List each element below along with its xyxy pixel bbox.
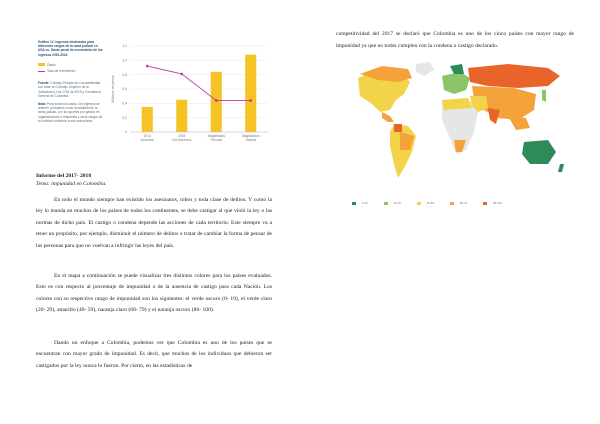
x-tick-label: Magistrados [207, 134, 225, 138]
map-europe [442, 72, 470, 94]
y-tick-label: 0,6 [122, 87, 127, 92]
map-new-zealand [558, 164, 564, 172]
y-tick-label: 1,2 [122, 44, 127, 49]
x-tick-label: 2014 [143, 134, 151, 138]
map-colombia [394, 124, 402, 132]
map-legend-item: 20-29 [384, 201, 407, 205]
line-point [146, 65, 149, 68]
map-southeast-asia [508, 116, 530, 130]
figure-side-panel [38, 40, 104, 123]
x-tick-label: Magistrados [242, 134, 260, 138]
y-tick-label: 0,4 [122, 101, 127, 106]
y-tick-label: 0,2 [122, 115, 127, 120]
figure-legend: Gasto Tasa de crecimiento [38, 63, 104, 73]
bar [142, 107, 153, 132]
map-south-america [390, 124, 416, 178]
legend-line-swatch [38, 71, 45, 72]
x-tick-label: Tribunal [210, 138, 222, 142]
x-tick-label: 2016 [178, 134, 186, 138]
report-title: Informe del 2017- 2018 [36, 173, 92, 179]
line-point [215, 99, 218, 102]
map-russia [468, 64, 560, 88]
paragraph-3: Dando un enfoque a Colombia, podemos ver que Colombia es uno de los países que se encuentran con mayor grado de impunidad. Es decir, que muchos de los individuos que debieron ser castigados por la ley nunca lo fueron. Por cierto, en las estadísticas de [36, 340, 272, 369]
x-tick-label: Acuerdos [140, 138, 154, 142]
paragraph-1: En todo el mundo siempre han existido los asesinatos, robos y toda clase de delitos. Y como la ley lo manda en muchos de los países de todos los continentes, se debe castigar al que violó la ley o las normas de dicho país. El castigo o condena depende las acciones de cada territorio. Este siempre va a tener un propósito, por ejemplo, disminuir el número de delitos o tratar de cambiar la forma de pensar de las personas para que no vuelvan a infringir las leyes del país. [36, 197, 272, 249]
map-legend-item: 40-59 [417, 201, 440, 205]
bar [176, 100, 187, 132]
map-australia [522, 140, 556, 164]
y-tick-label: 1,0 [122, 58, 127, 63]
world-impunity-map [338, 60, 574, 190]
y-tick-label: 0 [125, 130, 127, 135]
map-japan [542, 90, 546, 102]
legend-bar-swatch [38, 63, 45, 66]
line-point [249, 99, 252, 102]
map-north-africa [442, 98, 472, 110]
x-tick-label: Justicia [245, 138, 257, 142]
map-legend-item: 80-100 [483, 201, 508, 205]
x-tick-label: Oct Acuerdos [172, 138, 192, 142]
map-caption: competitividad del 2017 se declaró que Colombia es uno de los cinco países con mayor rango de impunidad ya que no todos cumplen con la condena o castigo declarado. [336, 31, 574, 49]
map-scandinavia [450, 64, 464, 74]
map-legend [352, 191, 514, 209]
impunity-chart [108, 40, 274, 150]
report-subtitle: Tema: impunidad en Colombia. [36, 181, 107, 187]
series-line [147, 66, 251, 100]
paragraph-2: En el mapa a continuación se puede visualizar tres distintos colores para los países evaluados. Esto es con respecto al porcentaje de impunidad o de la ausencia de castigo para cada Nación. Los colores con su respectivo rango de impunidad son los siguientes: el verde oscuro (0- 19), el verde claro (20- 29), amarillo (40- 59), naranja claro (60- 79) y el naranja oscuro (80- 100). [36, 273, 272, 314]
bar [211, 72, 222, 132]
line-point [180, 73, 183, 76]
bar [245, 55, 256, 132]
figure-title: Gráfico 12. Ingresos destinados para diferentes cargos de la rama judicial en USA vs. Gasto penal de crecimiento de los ingresos 2010-2016 [38, 40, 103, 57]
y-axis-label: Millones de pesos [111, 75, 115, 103]
figure-note: Nota: Para todos los casos, los ingresos se refieren a tomarlos como la totalidad de la rama judicial, con los aportes por gastos en organizaciones o respuesta y otros cargos de su entidad conforme a sus estructuras. [38, 102, 103, 123]
map-greenland [416, 62, 434, 76]
map-central-america [382, 112, 394, 122]
map-legend-item: 0-19 [352, 201, 374, 205]
figure-source: Fuente: Consejo Privado de Competitividad con base en Consejo Superior de la Judicatura y Ley 1753 de 2015 y Contraloría General de Colombia [38, 81, 101, 98]
map-legend-item: 60-79 [450, 201, 473, 205]
y-tick-label: 0,8 [122, 72, 127, 77]
map-india [488, 108, 500, 124]
